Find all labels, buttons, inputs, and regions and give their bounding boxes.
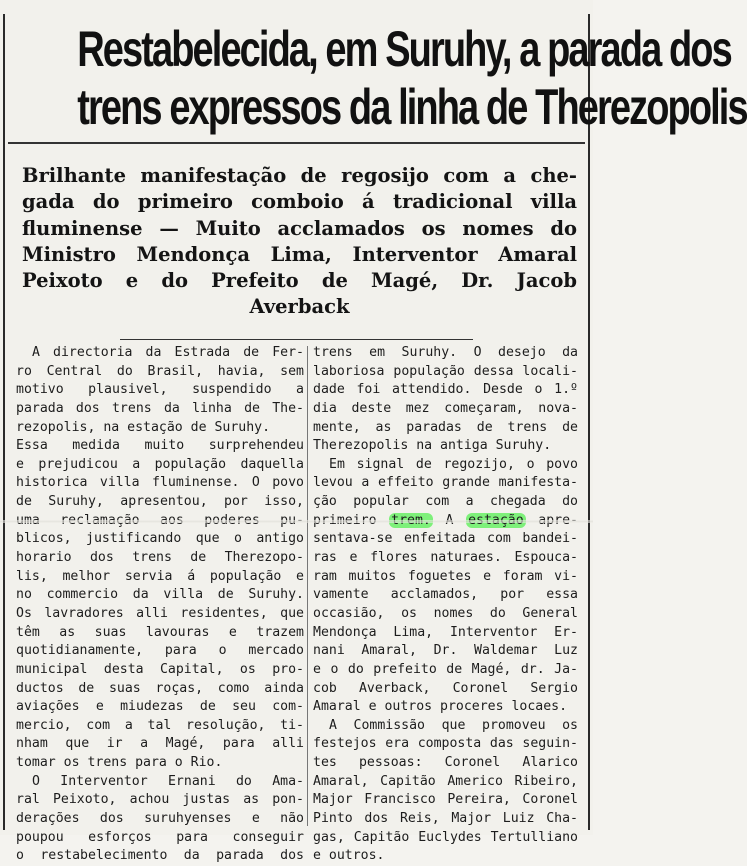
text-line: cob Averback, Coronel Sergio [313,680,578,696]
text-line: têm as suas lavouras e trazem [16,624,304,640]
text-line: blicos, justificando que o antigo [16,531,304,547]
text-line: aviações e miudezas de seu com- [16,699,304,715]
text-line: horario dos trens de Therezopo- [16,550,304,566]
text-line: ral Peixoto, achou justas as pon- [16,792,304,808]
text-line: mente, as paradas de trens de [313,419,578,435]
text-line: gas, Capitão Euclydes Tertulliano [313,829,578,845]
text-line: nani Amaral, Dr. Waldemar Luz [313,643,578,659]
text-line: Em signal de regozijo, o povo [329,456,578,472]
text-line: quotidianamente, para o mercado [16,643,304,659]
text-line: parada dos trens da linha de The- [16,400,304,416]
text-line: sentava-se enfeitada com bandei- [313,531,578,547]
text-line: e o do prefeito de Magé, dr. Ja- [313,661,578,677]
text-line: ras e flores naturaes. Espouca- [313,550,578,566]
text-line: ção popular com a chegada do [313,494,578,510]
subhead-line: Peixoto e do Prefeito de Magé, Dr. Jacob [22,269,577,293]
subhead-line: fluminense — Muito acclamados os nomes do [22,216,577,240]
text-line: derações dos suruhyenses e não [16,811,304,827]
text-line: ram muitos foguetes e foram vi- [313,568,578,584]
text-line: O Interventor Ernani do Ama- [32,773,304,789]
text-line: Amaral e outros proceres locaes. [313,699,568,715]
text-line: e outros. [313,848,385,864]
text-line: municipal desta Capital, os pro- [16,661,304,677]
text-line: ro Central do Brasil, havia, sem [16,363,304,379]
text-line: Major Francisco Pereira, Coronel [313,792,578,808]
text-line: e prejudicou a população daquella [16,456,304,472]
subhead-line: Ministro Mendonça Lima, Interventor Amaral [22,242,577,266]
text-line: tes pessoas: Coronel Alarico [313,755,578,771]
subhead-line: gada do primeiro comboio á tradicional villa [22,190,577,214]
text-line: no commercio da villa de Suruhy. [16,587,304,603]
text-line: mercio, com a tal resolução, ti- [16,717,304,733]
subhead-line: Averback [249,295,350,319]
text-line: ductos de suas roças, como ainda [16,680,304,696]
text-line: Amaral, Capitão Americo Ribeiro, [313,773,578,789]
text-line: Pinto dos Reis, Major Luiz Cha- [313,811,578,827]
text-line: vamente acclamados, por essa [313,587,578,603]
subhead-line: Brilhante manifestação de regosijo com a che- [22,164,577,187]
text-line: A directoria da Estrada de Fer- [32,345,304,360]
text-line: tomar os trens para o Rio. [16,755,223,771]
text-line: Therezopolis na antiga Suruhy. [313,438,552,454]
headline-rule [8,142,585,144]
text-line: levou a effeito grande manifesta- [313,475,578,491]
text-line: motivo plausivel, suspendido a [16,382,304,398]
text-line: trens em Suruhy. O desejo da [313,345,578,360]
subheadline [22,163,577,321]
text-line: dia deste mez começaram, nova- [313,400,578,416]
text-line: festejos era composta das seguin- [313,736,578,752]
text-line: A Commissão que promoveu os [329,717,578,733]
column-divider [307,346,308,826]
text-line: dade foi attendido. Desde o 1.º [313,382,578,398]
subhead-rule [120,339,473,340]
text-line: Mendonça Lima, Interventor Er- [313,624,578,640]
article-right-column [313,344,578,866]
headline-block [0,10,747,138]
headline-line-2: trens expressos da linha de Therezopolis [77,79,747,135]
headline-line-1: Restabelecida, em Suruhy, a parada dos [77,21,731,77]
article-left-column [16,344,304,866]
text-line: occasião, os nomes do General [313,605,578,621]
text-line: o restabelecimento da parada dos [16,848,304,864]
text-line: lis, melhor servia á população e [16,568,304,584]
text-line: rezopolis, na estação de Suruhy. [16,419,271,435]
text-line: laboriosa população dessa locali- [313,363,578,379]
headline [77,20,747,148]
text-line: poupou esforços para conseguir [16,829,304,845]
paper-fold-crease [0,520,593,523]
text-line: Os lavradores alli residentes, que [16,605,304,621]
text-line: Essa medida muito surprehendeu [16,438,304,454]
text-line: de Suruhy, apresentou, por isso, [16,494,304,510]
text-line: nham que ir a Magé, para alli [16,736,304,752]
text-line: historica villa fluminense. O povo [16,475,304,491]
